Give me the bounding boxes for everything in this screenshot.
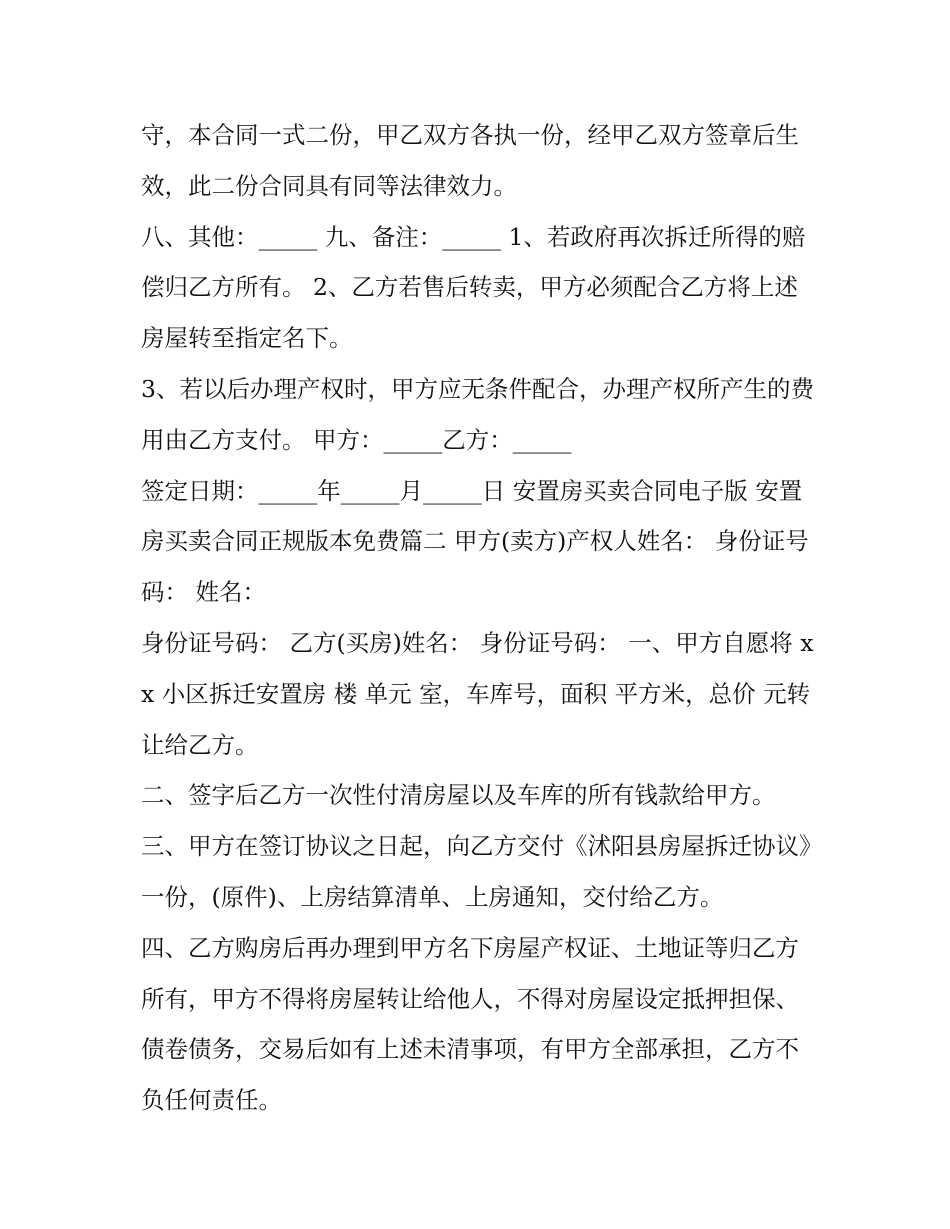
paragraph-3: 3、若以后办理产权时，甲方应无条件配合，办理产权所产生的费用由乙方支付。 甲方：_____乙方：_____ — [141, 374, 814, 454]
paragraph-2: 八、其他：_____ 九、备注：_____ 1、若政府再次拆迁所得的赔偿归乙方所有。 2、乙方若售后转卖，甲方必须配合乙方将上述房屋转至指定名下。 — [141, 222, 806, 353]
paragraph-5: 身份证号码： 乙方(买房)姓名： 身份证号码： 一、甲方自愿将 xx 小区拆迁安置房 楼 单元 室，车库号，面积 平方米，总价 元转让给乙方。 — [141, 628, 814, 759]
paragraph-8: 四、乙方购房后再办理到甲方名下房屋产权证、土地证等归乙方所有，甲方不得将房屋转让给他人，不得对房屋设定抵押担保、债卷债务，交易后如有上述未清事项，有甲方全部承担，乙方不负任何责任。 — [141, 933, 799, 1115]
paragraph-6: 二、签字后乙方一次性付清房屋以及车库的所有钱款给甲方。 — [141, 781, 776, 810]
document-body — [141, 110, 821, 1126]
paragraph-1: 守，本合同一式二份，甲乙双方各执一份，经甲乙双方签章后生效，此二份合同具有同等法律效力。 — [141, 121, 799, 200]
paragraph-4: 签定日期：_____年_____月_____日 安置房买卖合同电子版 安置房买卖合同正规版本免费篇二 甲方(卖方)产权人姓名： 身份证号码： 姓名： — [141, 476, 809, 607]
paragraph-7: 三、甲方在签订协议之日起，向乙方交付《沭阳县房屋拆迁协议》一份，(原件)、上房结算清单、上房通知，交付给乙方。 — [141, 832, 811, 911]
